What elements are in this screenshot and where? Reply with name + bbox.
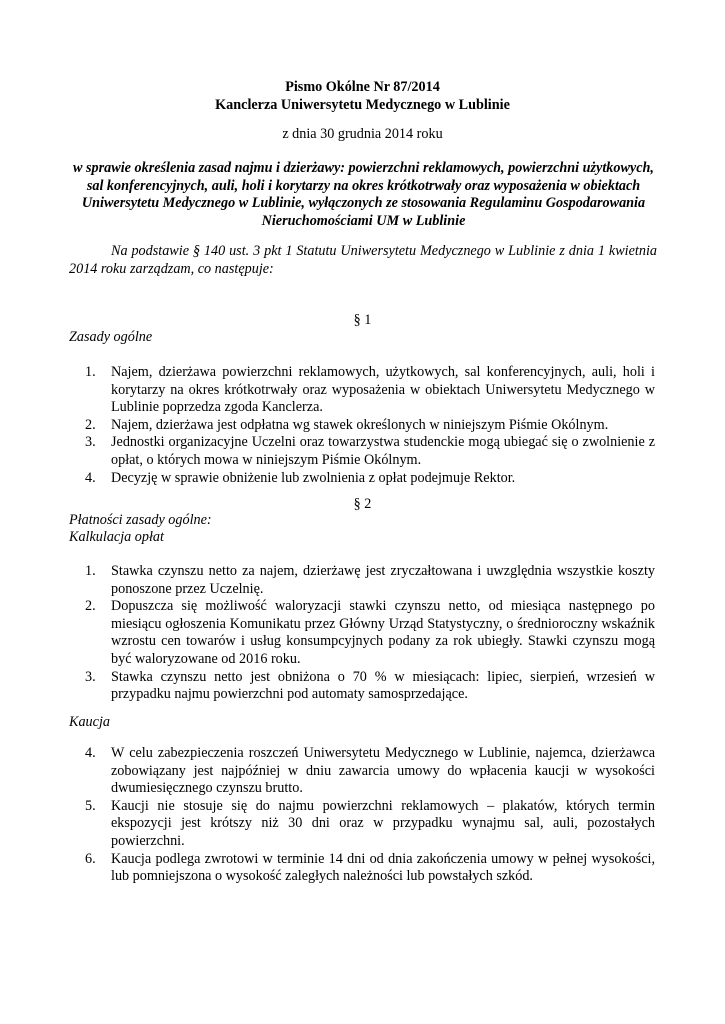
list-item: 5. Kaucji nie stosuje się do najmu powierzchni reklamowych – plakatów, których termin ekspozycji jest krótszy niż 30 dni oraz w przypadku wynajmu sal, auli, pozostałych powierzchni. — [85, 797, 655, 849]
section-2-list — [69, 563, 655, 704]
document-title — [60, 79, 665, 114]
document-subject: w sprawie określenia zasad najmu i dzierżawy: powierzchni reklamowych, powierzchni użytkowych, sal konferencyjnych, auli, holi i korytarzy na okres krótkotrwały oraz wyposażenia w obiektach Uniwersytetu Medycznego w Lublinie, wyłączonych ze stosowania Regulaminu Gospodarowania Nieruchomościami UM w Lublinie — [73, 160, 654, 229]
list-item: 3. Jednostki organizacyjne Uczelni oraz towarzystwa studenckie mogą ubiegać się o zwolnienie z opłat, o których mowa w niniejszym Piśmie Okólnym. — [85, 434, 655, 468]
section-1-heading: Zasady ogólne — [69, 329, 153, 345]
list-item: 2. Najem, dzierżawa jest odpłatna wg stawek określonych w niniejszym Piśmie Okólnym. — [85, 416, 609, 433]
list-item: 4. W celu zabezpieczenia roszczeń Uniwersytetu Medycznego w Lublinie, najemca, dzierżawca zobowiązany jest najpóźniej w dniu zawarcia umowy do wpłacenia kaucji w wysokości dwumiesięcznego czynszu brutto. — [85, 745, 655, 797]
list-item: 6. Kaucja podlega zwrotowi w terminie 14 dni od dnia zakończenia umowy w pełnej wysokości, lub pomniejszona o wysokość zaległych należności lub powstałych szkód. — [85, 850, 655, 885]
intro-paragraph: Na podstawie § 140 ust. 3 pkt 1 Statutu Uniwersytetu Medycznego w Lublinie z dnia 1 kwietnia 2014 roku zarządzam, co następuje: — [69, 243, 657, 277]
title-line-2: Kanclerza Uniwersytetu Medycznego w Lublinie — [215, 96, 510, 113]
kaucja-heading: Kaucja — [69, 714, 110, 730]
section-2-heading: Płatności zasady ogólne: — [69, 512, 212, 528]
list-item: 1. Stawka czynszu netto za najem, dzierżawę jest zryczałtowana i uwzględnia wszystkie koszty ponoszone przez Uczelnię. — [85, 563, 655, 597]
document-date: z dnia 30 grudnia 2014 roku — [282, 126, 443, 142]
list-item: 1. Najem, dzierżawa powierzchni reklamowych, użytkowych, sal konferencyjnych, auli, holi i korytarzy na okres krótkotrwały oraz wyposażenia w obiektach Uniwersytetu Medycznego w Lublinie poprzedza zgoda Kanclerza. — [85, 364, 655, 416]
section-2-subheading: Kalkulacja opłat — [69, 529, 164, 545]
list-item: 3. Stawka czynszu netto jest obniżona o 70 % w miesiącach: lipiec, sierpień, wrzesień w przypadku najmu powierzchni pod automaty samosprzedające. — [85, 668, 655, 703]
list-item: 4. Decyzję w sprawie obniżenie lub zwolnienia z opłat podejmuje Rektor. — [85, 469, 516, 486]
section-1-mark: § 1 — [353, 312, 372, 328]
title-line-1: Pismo Okólne Nr 87/2014 — [285, 79, 440, 95]
section-2-mark: § 2 — [353, 496, 372, 512]
kaucja-list — [69, 745, 655, 886]
list-item: 2. Dopuszcza się możliwość waloryzacji stawki czynszu netto, od miesiąca następnego po miesiącu ogłoszenia Komunikatu przez Główny Urząd Statystyczny, o średnioroczny wskaźnik wzrostu cen towarów i usług konsumpcyjnych podany za rok ubiegły. Stawki czynszu mogą być waloryzowane od 2016 roku. — [85, 598, 655, 667]
section-1-list — [69, 364, 655, 487]
